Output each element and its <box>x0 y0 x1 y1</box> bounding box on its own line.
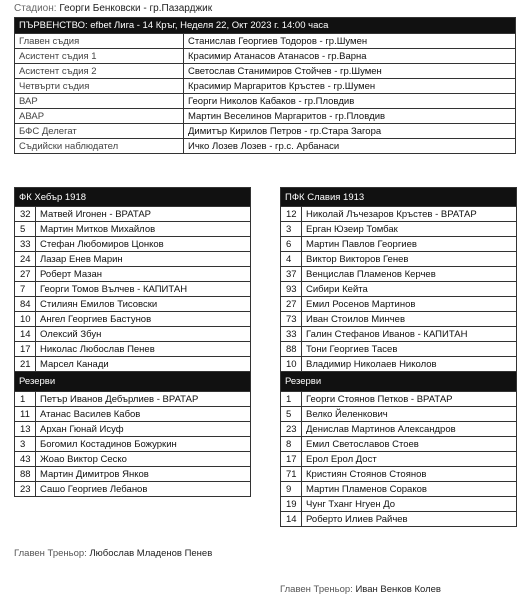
player-name: Тони Георгиев Тасев <box>302 342 517 357</box>
player-number: 43 <box>15 452 36 467</box>
player-name: Петър Иванов Дебърлиев - ВРАТАР <box>36 392 251 407</box>
player-row <box>15 297 251 312</box>
away-team-header <box>281 188 517 207</box>
away-coach-name: Иван Венков Колев <box>355 584 441 595</box>
player-name: Стилиян Емилов Тисовски <box>36 297 251 312</box>
player-number: 24 <box>15 252 36 267</box>
official-row <box>15 109 516 124</box>
player-number: 73 <box>281 312 302 327</box>
player-number: 88 <box>15 467 36 482</box>
player-name: Лазар Енев Марин <box>36 252 251 267</box>
player-number: 37 <box>281 267 302 282</box>
player-name: Мартин Димитров Янков <box>36 467 251 482</box>
player-name: Олексий Збун <box>36 327 251 342</box>
player-number: 6 <box>281 237 302 252</box>
player-name: Георги Стоянов Петков - ВРАТАР <box>302 392 517 407</box>
sub-player-row <box>281 437 517 452</box>
player-row <box>281 327 517 342</box>
player-name: Венцислав Пламенов Керчев <box>302 267 517 282</box>
player-name: Ерол Ерол Дост <box>302 452 517 467</box>
player-row <box>281 222 517 237</box>
official-row <box>15 49 516 64</box>
player-name: Николас Любослав Пенев <box>36 342 251 357</box>
player-number: 93 <box>281 282 302 297</box>
player-number: 9 <box>281 482 302 497</box>
player-name: Иван Стоилов Минчев <box>302 312 517 327</box>
official-role: ВАР <box>15 94 184 109</box>
player-name: Стефан Любомиров Цонков <box>36 237 251 252</box>
sub-player-row <box>15 467 251 482</box>
player-number: 14 <box>281 512 302 527</box>
player-row <box>281 267 517 282</box>
home-team-table <box>14 187 251 497</box>
sub-player-row <box>281 392 517 407</box>
player-row <box>15 282 251 297</box>
player-number: 10 <box>15 312 36 327</box>
player-name: Николай Лъчезаров Кръстев - ВРАТАР <box>302 207 517 222</box>
player-number: 27 <box>15 267 36 282</box>
player-number: 7 <box>15 282 36 297</box>
player-name: Матвей Игонен - ВРАТАР <box>36 207 251 222</box>
away-subs-label: Резерви <box>281 372 517 392</box>
player-number: 12 <box>281 207 302 222</box>
stadium-line <box>14 3 212 14</box>
player-name: Чунг Тханг Нгуен До <box>302 497 517 512</box>
player-row <box>15 267 251 282</box>
sub-player-row <box>15 482 251 497</box>
player-name: Марсел Канади <box>36 357 251 372</box>
sub-player-row <box>281 422 517 437</box>
official-name: Георги Николов Кабаков - гр.Пловдив <box>184 94 516 109</box>
player-name: Мартин Пламенов Сораков <box>302 482 517 497</box>
official-name: Красимир Маргаритов Кръстев - гр.Шумен <box>184 79 516 94</box>
player-number: 88 <box>281 342 302 357</box>
home-coach-name: Любослав Младенов Пенев <box>89 548 213 559</box>
sub-player-row <box>15 452 251 467</box>
player-number: 23 <box>281 422 302 437</box>
player-number: 17 <box>15 342 36 357</box>
official-name: Светослав Станимиров Стойчев - гр.Шумен <box>184 64 516 79</box>
championship-text: efbet Лига - 14 Кръг, Неделя 22, Окт 2023 г. 14:00 часа <box>90 20 329 31</box>
player-number: 17 <box>281 452 302 467</box>
away-coach <box>280 584 441 595</box>
player-number: 32 <box>15 207 36 222</box>
player-row <box>281 357 517 372</box>
player-row <box>281 282 517 297</box>
away-coach-label: Главен Треньор: <box>280 584 353 595</box>
player-name: Архан Гюнай Исуф <box>36 422 251 437</box>
official-row <box>15 139 516 154</box>
official-role: Асистент съдия 1 <box>15 49 184 64</box>
player-number: 14 <box>15 327 36 342</box>
official-role: Главен съдия <box>15 34 184 49</box>
player-number: 33 <box>281 327 302 342</box>
player-number: 1 <box>281 392 302 407</box>
official-row <box>15 79 516 94</box>
sub-player-row <box>281 482 517 497</box>
player-name: Мартин Митков Михайлов <box>36 222 251 237</box>
sub-player-row <box>281 497 517 512</box>
player-name: Владимир Николаев Николов <box>302 357 517 372</box>
player-name: Роберт Мазан <box>36 267 251 282</box>
stadium-value: Георги Бенковски - гр.Пазарджик <box>59 3 213 14</box>
sub-player-row <box>281 512 517 527</box>
player-number: 33 <box>15 237 36 252</box>
player-name: Георги Томов Вълчев - КАПИТАН <box>36 282 251 297</box>
official-row <box>15 124 516 139</box>
player-row <box>281 207 517 222</box>
sub-player-row <box>15 407 251 422</box>
player-row <box>15 342 251 357</box>
player-number: 8 <box>281 437 302 452</box>
match-header <box>15 18 516 34</box>
player-number: 5 <box>15 222 36 237</box>
player-row <box>281 237 517 252</box>
player-name: Мартин Павлов Георгиев <box>302 237 517 252</box>
player-name: Роберто Илиев Райчев <box>302 512 517 527</box>
player-number: 3 <box>281 222 302 237</box>
player-number: 27 <box>281 297 302 312</box>
official-name: Ичко Лозев Лозев - гр.с. Арбанаси <box>184 139 516 154</box>
official-row <box>15 94 516 109</box>
player-name: Ерган Юзеир Томбак <box>302 222 517 237</box>
player-name: Виктор Викторов Генев <box>302 252 517 267</box>
home-coach-label: Главен Треньор: <box>14 548 87 559</box>
player-row <box>15 252 251 267</box>
player-name: Емил Росенов Мартинов <box>302 297 517 312</box>
player-name: Жоао Виктор Сеско <box>36 452 251 467</box>
player-name: Галин Стефанов Иванов - КАПИТАН <box>302 327 517 342</box>
player-number: 71 <box>281 467 302 482</box>
home-team-header <box>15 188 251 207</box>
player-number: 3 <box>15 437 36 452</box>
home-subs-label: Резерви <box>15 372 251 392</box>
player-row <box>15 312 251 327</box>
player-name: Денислав Мартинов Александров <box>302 422 517 437</box>
official-name: Станислав Георгиев Тодоров - гр.Шумен <box>184 34 516 49</box>
away-team-name: ПФК Славия 1913 <box>281 188 517 207</box>
player-number: 10 <box>281 357 302 372</box>
player-name: Ангел Георгиев Бастунов <box>36 312 251 327</box>
sub-player-row <box>281 452 517 467</box>
officials-table <box>14 17 516 154</box>
official-row <box>15 34 516 49</box>
player-number: 19 <box>281 497 302 512</box>
official-role: Съдийски наблюдател <box>15 139 184 154</box>
sub-player-row <box>15 437 251 452</box>
stadium-label: Стадион: <box>14 3 57 14</box>
player-number: 13 <box>15 422 36 437</box>
official-name: Димитър Кирилов Петров - гр.Стара Загора <box>184 124 516 139</box>
player-name: Кристиян Стоянов Стоянов <box>302 467 517 482</box>
player-row <box>281 312 517 327</box>
away-team-table <box>280 187 517 527</box>
player-name: Сибири Кейта <box>302 282 517 297</box>
player-row <box>281 252 517 267</box>
player-number: 4 <box>281 252 302 267</box>
championship-label: ПЪРВЕНСТВО: <box>19 20 88 31</box>
sub-player-row <box>281 467 517 482</box>
official-name: Мартин Веселинов Маргаритов - гр.Пловдив <box>184 109 516 124</box>
player-row <box>15 327 251 342</box>
player-row <box>15 222 251 237</box>
player-row <box>15 357 251 372</box>
player-name: Сашо Георгиев Лебанов <box>36 482 251 497</box>
sub-player-row <box>15 422 251 437</box>
player-name: Велко Йеленкович <box>302 407 517 422</box>
sub-player-row <box>15 392 251 407</box>
official-role: БФС Делегат <box>15 124 184 139</box>
player-name: Богомил Костадинов Божуркин <box>36 437 251 452</box>
player-number: 23 <box>15 482 36 497</box>
player-number: 21 <box>15 357 36 372</box>
official-role: АВАР <box>15 109 184 124</box>
home-team-name: ФК Хебър 1918 <box>15 188 251 207</box>
player-row <box>15 237 251 252</box>
home-subs-header <box>15 372 251 392</box>
home-coach <box>14 548 212 559</box>
official-role: Асистент съдия 2 <box>15 64 184 79</box>
official-role: Четвърти съдия <box>15 79 184 94</box>
player-number: 84 <box>15 297 36 312</box>
away-subs-header <box>281 372 517 392</box>
player-row <box>15 207 251 222</box>
player-row <box>281 342 517 357</box>
match-header-row <box>15 18 516 34</box>
player-number: 11 <box>15 407 36 422</box>
player-row <box>281 297 517 312</box>
player-number: 5 <box>281 407 302 422</box>
official-name: Красимир Атанасов Атанасов - гр.Варна <box>184 49 516 64</box>
sub-player-row <box>281 407 517 422</box>
player-name: Атанас Василев Кабов <box>36 407 251 422</box>
player-number: 1 <box>15 392 36 407</box>
official-row <box>15 64 516 79</box>
player-name: Емил Светославов Стоев <box>302 437 517 452</box>
